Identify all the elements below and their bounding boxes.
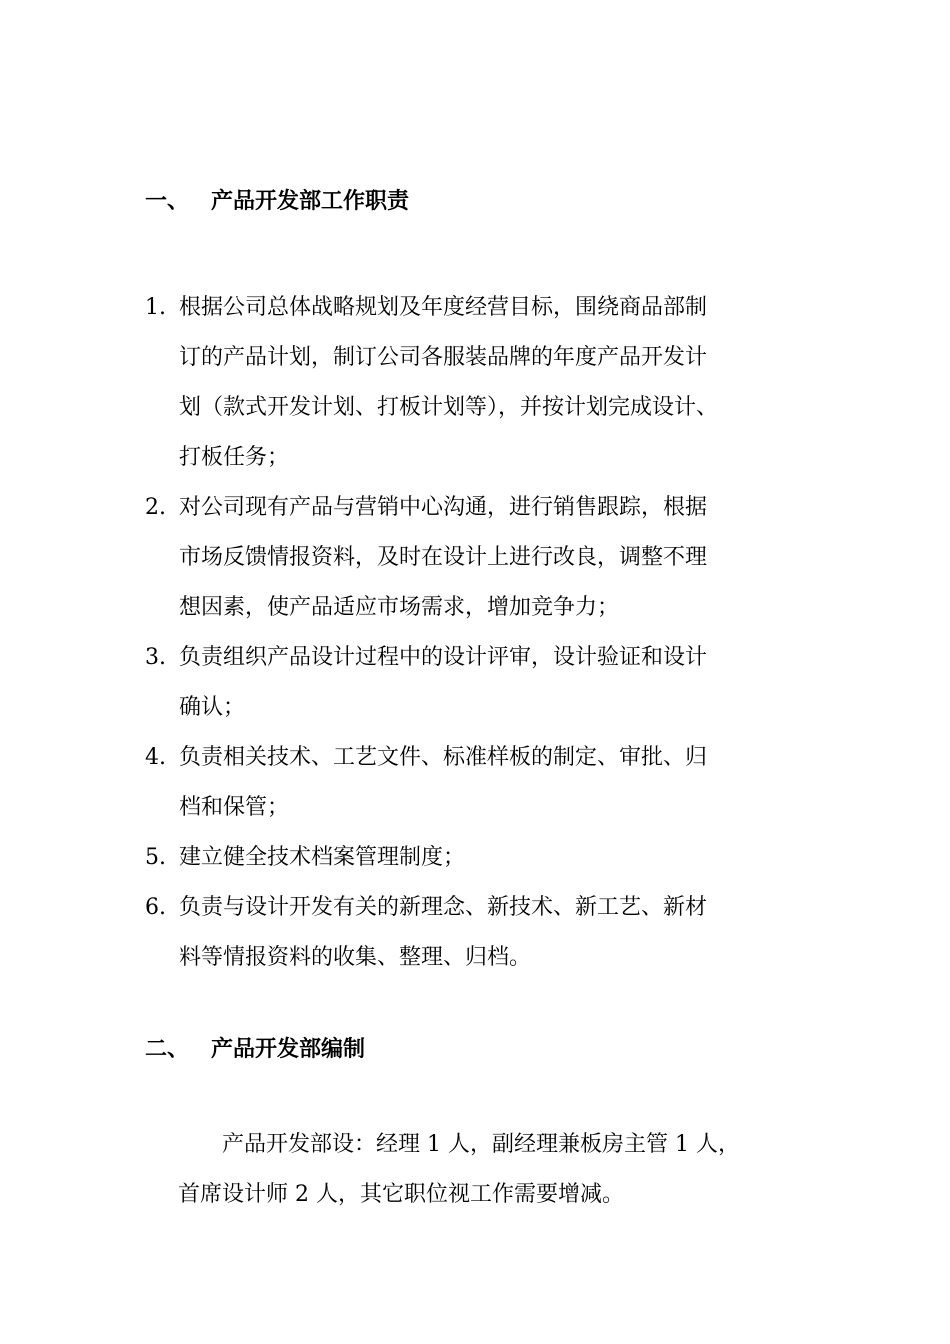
- staffing-paragraph: 产品开发部设：经理 1 人，副经理兼板房主管 1 人， 首席设计师 2 人，其它职位视工作需要增减。: [178, 1132, 740, 1207]
- list-item: [145, 883, 845, 983]
- item-text: 负责与设计开发有关的新理念、新技术、新工艺、新材 料等情报资料的收集、整理、归档。: [179, 895, 708, 970]
- item-text: 对公司现有产品与营销中心沟通，进行销售跟踪，根据 市场反馈情报资料，及时在设计上进行改良，调整不理 想因素，使产品适应市场需求，增加竞争力；: [179, 495, 708, 620]
- item-number: 3.: [145, 645, 166, 670]
- section-heading-staffing: [145, 1034, 365, 1064]
- section-title: 产品开发部编制: [211, 1036, 366, 1062]
- section-title: 产品开发部工作职责: [211, 188, 410, 214]
- list-item: [145, 733, 845, 833]
- item-number: 2.: [145, 495, 166, 520]
- item-text: 根据公司总体战略规划及年度经营目标，围绕商品部制 订的产品计划，制订公司各服装品牌的年度产品开发计 划（款式开发计划、打板计划等），并按计划完成设计、 打板任务；: [179, 295, 719, 470]
- list-item: [145, 483, 845, 633]
- item-text: 负责组织产品设计过程中的设计评审，设计验证和设计 确认；: [179, 645, 708, 720]
- list-item: [145, 833, 845, 883]
- item-number: 6.: [145, 895, 166, 920]
- item-number: 5.: [145, 845, 166, 870]
- duties-list: [145, 283, 845, 983]
- item-number: 4.: [145, 745, 166, 770]
- item-text: 建立健全技术档案管理制度；: [179, 845, 466, 870]
- list-item: [145, 633, 845, 733]
- item-text: 负责相关技术、工艺文件、标准样板的制定、审批、归 档和保管；: [179, 745, 708, 820]
- section-number: 一、: [145, 188, 190, 214]
- section-number: 二、: [145, 1036, 190, 1062]
- list-item: [145, 283, 845, 483]
- item-number: 1.: [145, 295, 166, 320]
- section-heading-duties: [145, 186, 409, 216]
